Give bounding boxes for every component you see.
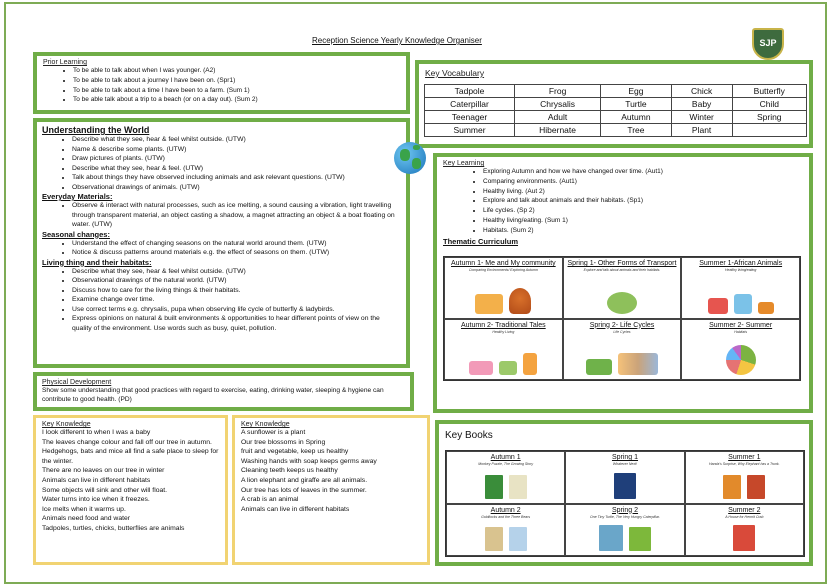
vocab-cell: Spring [732,111,806,124]
knowledge-line: Our tree has lots of leaves in the summer. [241,486,367,494]
cell-subtitle: Goldilocks and the Three Bears [481,514,531,519]
key-knowledge-box-2 [232,415,430,565]
cell-pictures [564,353,681,375]
everyday-materials-heading: Everyday Materials: [42,192,113,201]
cell-title: Autumn 2- Traditional Tales [460,321,546,329]
list-item: • Healthy living. (Aut 2) [483,187,803,197]
physical-development-box [33,372,414,411]
vocab-cell: Frog [515,85,601,98]
key-learning-list [443,167,803,236]
list-item: • Comparing environments. (Aut1) [483,177,803,187]
book-cover [747,475,765,499]
table-row [425,111,807,124]
key-knowledge-box-1 [33,415,228,565]
knowledge-line: Animals can live in different habitats [241,505,350,513]
thematic-curriculum-heading: Thematic Curriculum [443,236,519,246]
key-books-box [435,420,813,566]
list-item: • To be able to talk about when I was younger. (A2) [73,66,400,76]
vocab-cell: Tadpole [425,85,515,98]
list-item: • Understand the effect of changing seasons on the natural world around them. (UTW) [72,239,401,249]
list-item: • Name & describe some plants. (UTW) [72,145,401,155]
thematic-grid [443,256,801,381]
book-covers [566,473,683,499]
vocab-cell: Teenager [425,111,515,124]
list-item: • Examine change over time. [72,295,401,305]
knowledge-line: Some objects will sink and other will float. [42,486,168,494]
knowledge-line: Our tree blossoms in Spring [241,438,326,446]
list-item: • Explore and talk about animals and their habitats. (Sp1) [483,196,803,206]
cell-title: Spring 1- Other Forms of Transport [567,260,677,267]
understanding-world-heading: Understanding the World [42,125,150,135]
knowledge-line: Washing hands with soap keeps germs away [241,457,377,465]
table-row [425,98,807,111]
knowledge-line: The leaves change colour and fall off our tree in autumn. [42,438,212,446]
thematic-cell-spring2 [563,319,682,381]
list-item: • Healthy living/eating. (Sum 1) [483,216,803,226]
vocab-cell: Hibernate [515,124,601,137]
list-item: • Discuss how to care for the living things & their habitats. [72,286,401,296]
cell-pictures [682,345,799,375]
fruit-picture [758,302,774,314]
list-item: • Habitats. (Sum 2) [483,226,803,236]
key-books-heading: Key Books [445,430,493,441]
understanding-world-box [33,118,410,368]
children-picture [475,294,503,314]
knowledge-line: There are no leaves on our tree in winter [42,467,165,475]
books-cell-spring1 [565,451,684,504]
list-item: • Express opinions on natural & built environments & opportunities to hear different points of view on the quality of the environment. Use words such as busy, quiet, pollution. [72,314,401,333]
books-cell-summer2 [685,504,804,557]
list-item: • Describe what they see, hear & feel whilst outside. (UTW) [72,135,401,145]
knowledge-line: Cleaning teeth keeps us healthy [241,467,338,475]
vocab-cell: Caterpillar [425,98,515,111]
list-item: • Observational drawings of the natural world. (UTW) [72,276,401,286]
book-cover [485,475,503,499]
book-covers [566,525,683,551]
seasonal-changes-heading: Seasonal changes: [42,229,110,239]
prior-learning-list [43,66,400,105]
living-things-list [42,267,401,334]
list-item: • To be able to talk about a time I have been to a farm. (Sum 1) [73,86,400,96]
cell-title: Summer 2- Summer [709,321,773,329]
knowledge-line: Animals can live in different habitats [42,476,151,484]
key-vocabulary-box [415,60,813,148]
cell-pictures [682,294,799,314]
book-cover [599,525,623,551]
book-cover [509,527,527,551]
book-covers [447,475,564,499]
school-crest-logo: SJP [752,28,784,60]
physical-development-text: Show some understanding that good practices with regard to exercise, eating, drinking water, sleeping & hygiene can contribute to good health. (PD) [42,387,384,403]
prior-learning-box [33,52,410,114]
autumn-tree-picture [509,288,531,314]
cell-pictures [445,353,562,375]
vocab-cell [732,124,806,137]
vocab-cell: Turtle [601,98,672,111]
book-covers [686,475,803,499]
list-item: • Use correct terms e.g. chrysalis, pupa when observing life cycle of butterfly & ladybirds. [72,305,401,315]
vocab-cell: Winter [671,111,732,124]
cell-subtitle: Explore and talk about animals and their habitats. [583,268,661,272]
vocab-cell: Tree [601,124,672,137]
vocab-cell: Adult [515,111,601,124]
knowledge-line: A sunflower is a plant [241,429,306,436]
list-item: • Draw pictures of plants. (UTW) [72,154,401,164]
books-cell-autumn2 [446,504,565,557]
book-cover [629,527,651,551]
cell-subtitle: Comparing Environments/ Exploring Autumn [468,268,538,272]
books-cell-spring2 [565,504,684,557]
list-item: • Life cycles. (Sp 2) [483,206,803,216]
key-vocabulary-heading: Key Vocabulary [425,68,485,78]
vocab-cell: Child [732,98,806,111]
vocab-cell: Plant [671,124,732,137]
key-learning-box [433,153,813,413]
cell-pictures [445,288,562,314]
list-item: • Describe what they see, hear & feel whilst outside. (UTW) [72,267,401,277]
cell-title: Summer 1 [728,454,761,461]
cell-title: Autumn 1- Me and My community [451,260,556,267]
vocab-cell: Chrysalis [515,98,601,111]
vocab-cell: Chick [671,85,732,98]
key-learning-heading: Key Learning [443,160,485,167]
cell-title: Summer 2 [728,506,761,514]
vocab-cell: Butterfly [732,85,806,98]
list-item: • To be able to talk about a journey I have been on. (Spr1) [73,76,400,86]
physical-development-heading: Physical Development [42,379,112,386]
child-eating-picture [708,298,728,314]
food-plate-picture [726,345,756,375]
knowledge-line: Animals need food and water [42,515,131,523]
list-item: • Observe & interact with natural processes, such as ice melting, a sound causing a vibration, light travelling through transparent material, an object casting a shadow, a magnet attracting an object & a boat floating on water. (UTW) [72,201,401,230]
vocabulary-table [424,84,807,137]
table-row [425,124,807,137]
prior-learning-heading: Prior Learning [43,59,87,66]
globe-icon [394,142,426,174]
knowledge-line: Ice melts when it warms up. [42,505,126,513]
thematic-cell-spring1 [563,257,682,319]
cell-title: Spring 1 [611,454,639,461]
cell-subtitle: Habitats [734,329,748,334]
vocab-cell: Summer [425,124,515,137]
thematic-cell-summer2 [681,319,800,381]
cell-title: Autumn 2 [490,506,521,514]
cell-title: Spring 2- Life Cycles [589,321,655,329]
books-cell-summer1 [685,451,804,504]
knowledge-line: Tadpoles, turtles, chicks, butterflies are animals [42,524,185,532]
table-row [425,85,807,98]
book-covers [447,527,564,551]
cell-subtitle: Healthy Living [492,329,515,334]
cell-subtitle: A House for Hermit Crab [725,514,764,519]
seasonal-list [42,239,401,258]
knowledge-line: A crab is an animal [241,496,299,504]
thematic-cell-autumn1 [444,257,563,319]
knowledge-line: Hedgehogs, bats and mice all find a safe place to sleep for the winter. [42,448,219,465]
key-knowledge-heading: Key Knowledge [241,421,290,428]
book-cover [733,525,755,551]
knowledge-line: Water turns into ice when it freezes. [42,496,150,504]
cell-subtitle: Whatever Next! [612,462,638,466]
cell-title: Spring 2 [611,506,639,514]
page-title: Reception Science Yearly Knowledge Organiser [312,36,482,45]
thematic-cell-summer1 [681,257,800,319]
materials-list [42,201,401,230]
vocab-cell: Egg [601,85,672,98]
book-cover [614,473,636,499]
knowledge-line: fruit and vegetable, keep us healthy [241,448,349,456]
thematic-cell-autumn2 [444,319,563,381]
cell-pictures [564,292,681,314]
cell-subtitle: Handa's Surprise, Why Elephant has a Trunk. [709,462,780,466]
book-cover [485,527,503,551]
key-knowledge-heading: Key Knowledge [42,421,91,428]
transport-picture [607,292,637,314]
running-child-picture [523,353,537,375]
human-life-cycle-picture [618,353,658,375]
book-covers [686,525,803,551]
plant-life-cycle-picture [586,359,612,375]
books-cell-autumn1 [446,451,565,504]
book-cover [509,475,527,499]
living-things-heading: Living thing and their habitats: [42,257,152,267]
books-grid [445,450,805,557]
list-item: • To be able talk about a trip to a beach (or on a day out). (Sum 2) [73,95,400,105]
cell-title: Autumn 1 [490,454,521,461]
cell-subtitle: One Tiny Turtle, The Very Hungry Caterpillar. [590,514,660,519]
cell-subtitle: Monkey Puzzle, The Growing Story [478,462,534,466]
vocab-cell: Autumn [601,111,672,124]
list-item: • Notice & discuss patterns around materials e.g. the effect of seasons on them. (UTW) [72,248,401,258]
list-item: • Describe what they see, hear & feel. (UTW) [72,164,401,174]
book-cover [723,475,741,499]
knowledge-line: A lion elephant and giraffe are all animals. [241,476,368,484]
food-picture [499,361,517,375]
cell-subtitle: Life Cycles [613,329,631,334]
cell-title: Summer 1-African Animals [699,260,783,267]
sleeping-child-picture [469,361,493,375]
list-item: • Talk about things they have observed including animals and ask relevant questions. (UTW) [72,173,401,183]
list-item: • Observational drawings of animals. (UTW) [72,183,401,193]
cell-subtitle: Healthy living/eating [724,268,757,272]
list-item: • Exploring Autumn and how we have changed over time. (Aut1) [483,167,803,177]
vocab-cell: Baby [671,98,732,111]
utw-list [42,135,401,192]
knowledge-line: I look different to when I was a baby [42,429,151,436]
child-picture [734,294,752,314]
